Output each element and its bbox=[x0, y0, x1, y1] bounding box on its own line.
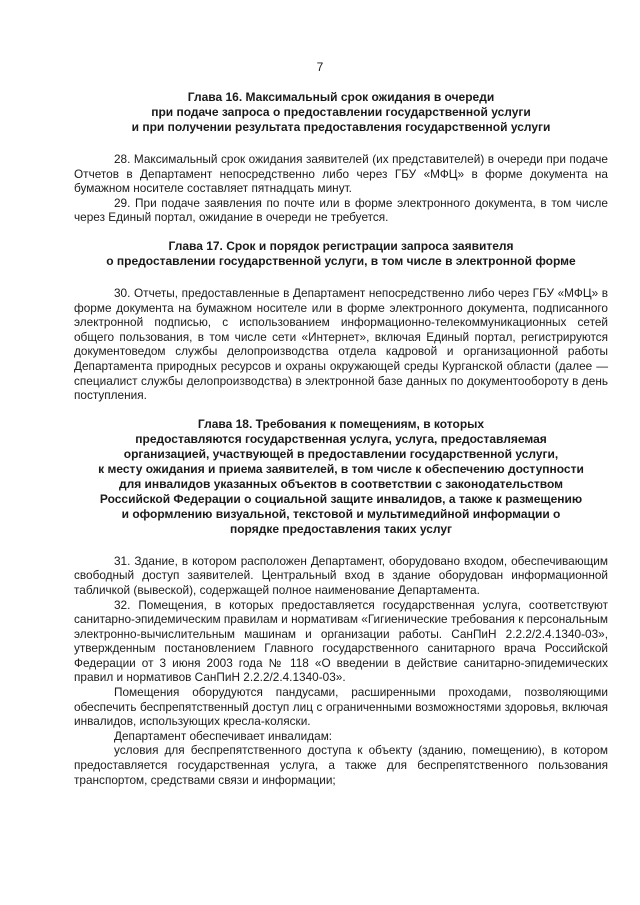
paragraph-32: 32. Помещения, в которых предоставляется государственная услуга, соответствуют санитарно-эпидемическим правилам и нормативам «Гигиенические требования к персональным электронно-вычислительным машинам и организации работы. СанПиН 2.2.2/2.4.1340-03», утвержденным постановлением Главного государственного санитарного врача Российской Федерации от 3 июня 2003 года № 118 «О введении в действие санитарно-эпидемических правил и нормативов СанПиН 2.2.2/2.4.1340-03». bbox=[74, 597, 608, 685]
chapter-16-heading bbox=[74, 90, 608, 135]
heading-line: для инвалидов указанных объектов в соответствии с законодательством bbox=[118, 476, 564, 491]
heading-line: Глава 18. Требования к помещениям, в которых bbox=[197, 416, 485, 431]
heading-line: Глава 16. Максимальный срок ожидания в очереди bbox=[187, 90, 495, 104]
heading-line: и при получении результата предоставления государственной услуги bbox=[131, 120, 551, 134]
paragraph-31: 31. Здание, в котором расположен Департамент, оборудовано входом, обеспечивающим свободный доступ заявителей. Центральный вход в здание оборудован информационной табличкой (вывеской), содержащей полное наименование Департамента. bbox=[74, 553, 608, 597]
heading-line: и оформлению визуальной, текстовой и мультимедийной информации о bbox=[121, 506, 561, 521]
document-body bbox=[74, 90, 608, 787]
paragraph-33: Помещения оборудуются пандусами, расширенными проходами, позволяющими обеспечить беспрепятственный доступ лиц с ограниченными возможностями здоровья, включая инвалидов, использующих кресла-коляски. bbox=[74, 685, 608, 729]
paragraph-35: условия для беспрепятственного доступа к объекту (зданию, помещению), в котором предоставляется государственная услуга, а также для беспрепятственного пользования транспортом, средствами связи и информации; bbox=[74, 743, 608, 787]
chapter-17-heading bbox=[74, 239, 608, 269]
heading-line: Глава 17. Срок и порядок регистрации запроса заявителя bbox=[168, 238, 514, 253]
paragraph-30: 30. Отчеты, предоставленные в Департамент непосредственно либо через ГБУ «МФЦ» в форме документа на бумажном носителе или в форме электронного документа, подписанного электронной подписью, с использованием информационно-телекоммуникационных сетей общего пользования, в том числе сети «Интернет», включая Единый портал, регистрируются документоведом службы делопроизводства отдела кадровой и организационной работы Департамента природных ресурсов и охраны окружающей среды Курганской области (далее — специалист службы делопроизводства) в электронной базе данных по документообороту в день поступления. bbox=[74, 285, 608, 403]
paragraph-28: 28. Максимальный срок ожидания заявителей (их представителей) в очереди при подаче Отчетов в Департамент непосредственно либо через ГБУ «МФЦ» в форме документа на бумажном носителе составляет пятнадцать минут. bbox=[74, 152, 608, 196]
chapter-18-heading bbox=[74, 417, 608, 537]
heading-line: к месту ожидания и приема заявителей, в том числе к обеспечению доступности bbox=[98, 461, 584, 476]
heading-line: при подаче запроса о предоставлении государственной услуги bbox=[151, 105, 531, 119]
heading-line: организацией, участвующей в предоставлении государственной услуги, bbox=[123, 446, 559, 461]
heading-line: порядке предоставления таких услуг bbox=[229, 521, 453, 536]
heading-line: предоставляются государственная услуга, услуга, предоставляемая bbox=[135, 431, 547, 446]
page-number: 7 bbox=[316, 60, 324, 74]
heading-line: о предоставлении государственной услуги, в том числе в электронной форме bbox=[106, 253, 576, 268]
paragraph-34: Департамент обеспечивает инвалидам: bbox=[114, 728, 333, 743]
heading-line: Российской Федерации о социальной защите инвалидов, а также к размещению bbox=[99, 491, 583, 506]
paragraph-29: 29. При подаче заявления по почте или в форме электронного документа, в том числе через Единый портал, ожидание в очереди не требуется. bbox=[74, 195, 608, 225]
